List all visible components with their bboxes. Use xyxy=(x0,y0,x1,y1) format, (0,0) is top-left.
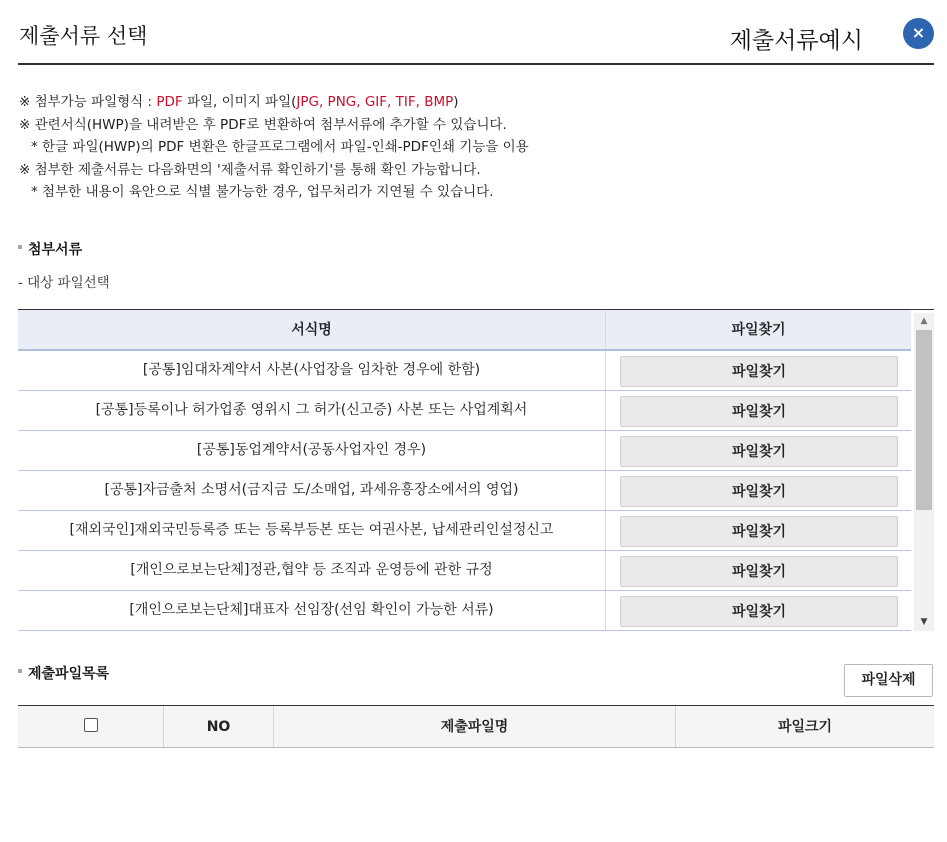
notice-text: ※ 첨부가능 파일형식 : xyxy=(19,94,157,110)
column-header-form-name: 서식명 xyxy=(18,310,606,349)
select-all-checkbox[interactable] xyxy=(84,718,98,732)
file-find-button[interactable]: 파일찾기 xyxy=(620,516,898,547)
column-header-file-find: 파일찾기 xyxy=(731,322,786,338)
select-all-cell xyxy=(18,706,164,747)
column-header-file-name: 제출파일명 xyxy=(274,706,676,747)
file-find-button[interactable]: 파일찾기 xyxy=(620,556,898,587)
table-row xyxy=(18,391,911,431)
attach-section-title xyxy=(18,239,82,259)
notice-line-confirm: ※ 첨부한 제출서류는 다음화면의 '제출서류 확인하기'를 통해 확인 가능합니다. xyxy=(19,161,481,178)
file-find-button[interactable]: 파일찾기 xyxy=(620,396,898,427)
document-example-link[interactable]: 제출서류예시 xyxy=(729,28,863,54)
file-find-button[interactable]: 파일찾기 xyxy=(620,476,898,507)
file-find-button[interactable]: 파일찾기 xyxy=(620,596,898,627)
table-row xyxy=(18,471,911,511)
notice-line-formats xyxy=(19,91,529,114)
document-table-header xyxy=(18,310,911,351)
form-name: [공통]자금출처 소명서(금지금 도/소매업, 과세유흥장소에서의 영업) xyxy=(18,471,606,510)
table-scrollbar[interactable] xyxy=(914,313,934,631)
notice-line-warning: * 첨부한 내용이 육안으로 식별 불가능한 경우, 업무처리가 지연될 수 있습니다. xyxy=(31,184,494,200)
bullet-icon xyxy=(18,669,22,673)
form-name: [재외국인]재외국민등록증 또는 등록부등본 또는 여권사본, 납세관리인설정신고 xyxy=(18,511,606,550)
page-title: 제출서류 선택 xyxy=(19,24,148,48)
scroll-down-icon[interactable]: ▼ xyxy=(920,617,928,627)
submitted-file-table xyxy=(18,705,934,748)
close-button[interactable] xyxy=(903,18,934,49)
notice-box xyxy=(19,91,529,204)
document-table xyxy=(18,309,934,631)
notice-formats-highlight: JPG, PNG, GIF, TIF, BMP xyxy=(296,94,454,110)
notice-pdf-highlight: PDF xyxy=(156,94,183,110)
column-header-file-size: 파일크기 xyxy=(777,719,833,735)
file-find-button[interactable]: 파일찾기 xyxy=(620,436,898,467)
file-find-button[interactable]: 파일찾기 xyxy=(620,356,898,387)
file-delete-button[interactable]: 파일삭제 xyxy=(844,664,933,697)
form-name: [공통]등록이나 허가업종 영위시 그 허가(신고증) 사본 또는 사업계획서 xyxy=(18,391,606,430)
table-row xyxy=(18,551,911,591)
popup-header xyxy=(18,0,934,65)
scroll-thumb[interactable] xyxy=(916,330,932,510)
table-row xyxy=(18,591,911,631)
document-table-body xyxy=(18,351,911,631)
form-name: [공통]임대차계약서 사본(사업장을 임차한 경우에 한함) xyxy=(18,351,606,390)
file-section-title xyxy=(18,663,109,683)
attach-subtitle: - 대상 파일선택 xyxy=(18,275,110,291)
scroll-up-icon[interactable]: ▲ xyxy=(920,316,928,326)
file-section-label: 제출파일목록 xyxy=(28,666,110,682)
close-icon: × xyxy=(911,23,926,42)
form-name: [개인으로보는단체]대표자 선임장(선임 확인이 가능한 서류) xyxy=(18,591,606,630)
bullet-icon xyxy=(18,245,22,249)
notice-line-hwp: ※ 관련서식(HWP)을 내려받은 후 PDF로 변환하여 첨부서류에 추가할 수 있습니다. xyxy=(19,116,507,133)
table-row xyxy=(18,351,911,391)
notice-text: 파일, 이미지 파일( xyxy=(182,94,297,110)
table-row xyxy=(18,511,911,551)
column-header-no: NO xyxy=(164,706,274,747)
attach-section-label: 첨부서류 xyxy=(28,242,83,258)
form-name: [공통]동업계약서(공동사업자인 경우) xyxy=(18,431,606,470)
notice-text: ) xyxy=(453,94,459,110)
notice-line-hwp-tip: * 한글 파일(HWP)의 PDF 변환은 한글프로그램에서 파일-인쇄-PDF인쇄 기능을 이용 xyxy=(31,139,529,155)
form-name: [개인으로보는단체]정관,협약 등 조직과 운영등에 관한 규정 xyxy=(18,551,606,590)
table-row xyxy=(18,431,911,471)
